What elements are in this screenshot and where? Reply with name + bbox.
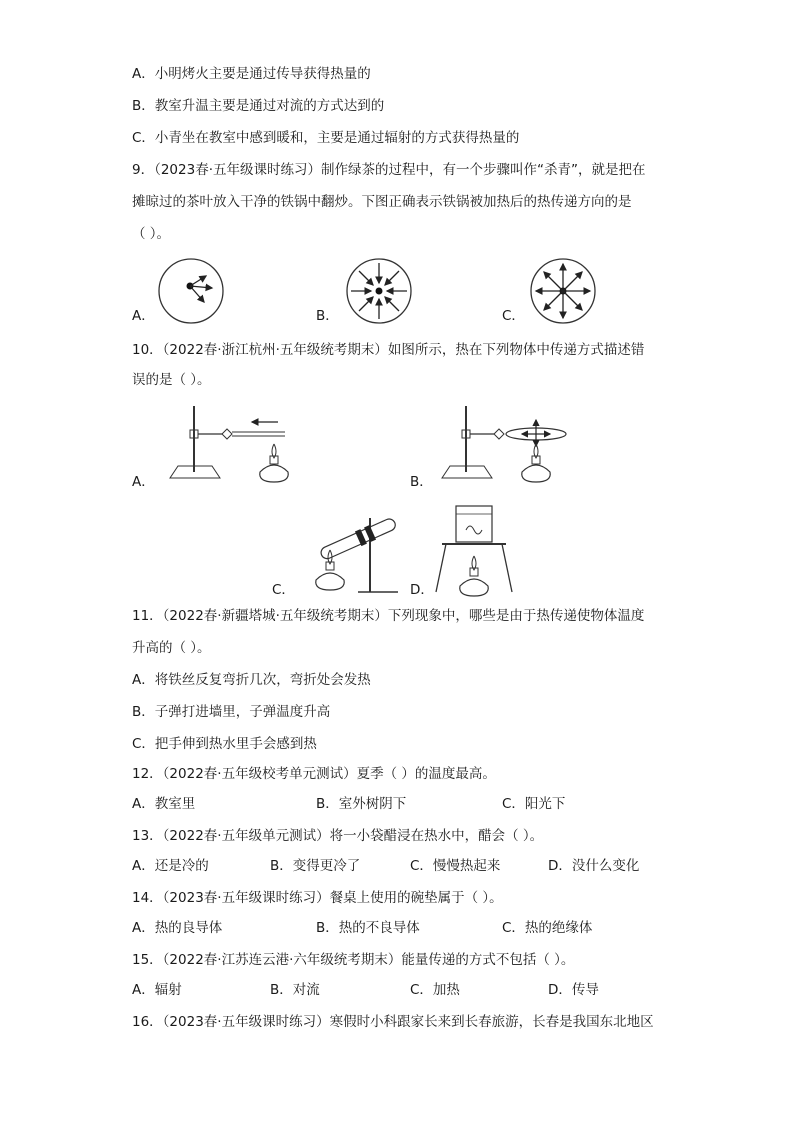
q9-stem-line1: 9．（2023春·五年级课时练习）制作绿茶的过程中，有一个步骤叫作“杀青”，就是把在 — [132, 162, 646, 178]
q10-stem-line2: 误的是（ ）。 — [132, 372, 211, 388]
q10-label-d: D． — [410, 582, 434, 598]
q8-option-a: A．小明烤火主要是通过传导获得热量的 — [132, 66, 371, 82]
q16-stem-line1: 16．（2023春·五年级课时练习）寒假时小科跟家长来到长春旅游，长春是我国东北地区 — [132, 1014, 654, 1030]
q13-option-d: D．没什么变化 — [548, 858, 640, 874]
q12-option-a: A．教室里 — [132, 796, 196, 812]
q13-option-c: C．慢慢热起来 — [410, 858, 501, 874]
q10-figure-b — [436, 400, 586, 490]
q15-option-b: B．对流 — [270, 982, 320, 998]
q10-figure-c — [300, 508, 410, 600]
q14-option-a: A．热的良导体 — [132, 920, 223, 936]
q10-stem-line1: 10．（2022春·浙江杭州·五年级统考期末）如图所示，热在下列物体中传递方式描述错 — [132, 342, 645, 358]
q11-stem-line2: 升高的（ ）。 — [132, 640, 211, 656]
q14-option-c: C．热的绝缘体 — [502, 920, 593, 936]
q9-stem-line3: （ ）。 — [132, 226, 171, 242]
q12-option-b: B．室外树阴下 — [316, 796, 407, 812]
q13-stem: 13．（2022春·五年级单元测试）将一小袋醋浸在热水中，醋会（ ）。 — [132, 828, 544, 844]
q15-option-d: D．传导 — [548, 982, 599, 998]
q10-figure-d — [432, 500, 516, 600]
q10-label-b: B． — [410, 474, 433, 490]
q15-stem: 15．（2022春·江苏连云港·六年级统考期末）能量传递的方式不包括（ ）。 — [132, 952, 575, 968]
q11-option-a: A．将铁丝反复弯折几次，弯折处会发热 — [132, 672, 371, 688]
q14-stem: 14．（2023春·五年级课时练习）餐桌上使用的碗垫属于（ ）。 — [132, 890, 503, 906]
q9-figure-a — [156, 256, 226, 326]
q10-label-c: C． — [272, 582, 295, 598]
q15-option-a: A．辐射 — [132, 982, 182, 998]
q15-option-c: C．加热 — [410, 982, 460, 998]
q11-option-c: C．把手伸到热水里手会感到热 — [132, 736, 317, 752]
q13-option-a: A．还是冷的 — [132, 858, 209, 874]
q9-stem-line2: 摊晾过的茶叶放入干净的铁锅中翻炒。下图正确表示铁锅被加热后的热传递方向的是 — [132, 194, 632, 210]
q9-figure-c — [528, 256, 598, 326]
q11-stem-line1: 11．（2022春·新疆塔城·五年级统考期末）下列现象中，哪些是由于热传递使物体温度 — [132, 608, 645, 624]
q8-option-c: C．小青坐在教室中感到暖和，主要是通过辐射的方式获得热量的 — [132, 130, 520, 146]
q12-option-c: C．阳光下 — [502, 796, 566, 812]
q9-label-c: C． — [502, 308, 525, 324]
q9-label-a: A． — [132, 308, 155, 324]
q14-option-b: B．热的不良导体 — [316, 920, 420, 936]
q13-option-b: B．变得更冷了 — [270, 858, 361, 874]
q9-label-b: B． — [316, 308, 339, 324]
q10-figure-a — [160, 400, 310, 490]
q8-option-b: B．教室升温主要是通过对流的方式达到的 — [132, 98, 385, 114]
q9-figure-b — [344, 256, 414, 326]
q12-stem: 12．（2022春·五年级校考单元测试）夏季（ ）的温度最高。 — [132, 766, 496, 782]
q10-label-a: A． — [132, 474, 155, 490]
q11-option-b: B．子弹打进墙里，子弹温度升高 — [132, 704, 331, 720]
